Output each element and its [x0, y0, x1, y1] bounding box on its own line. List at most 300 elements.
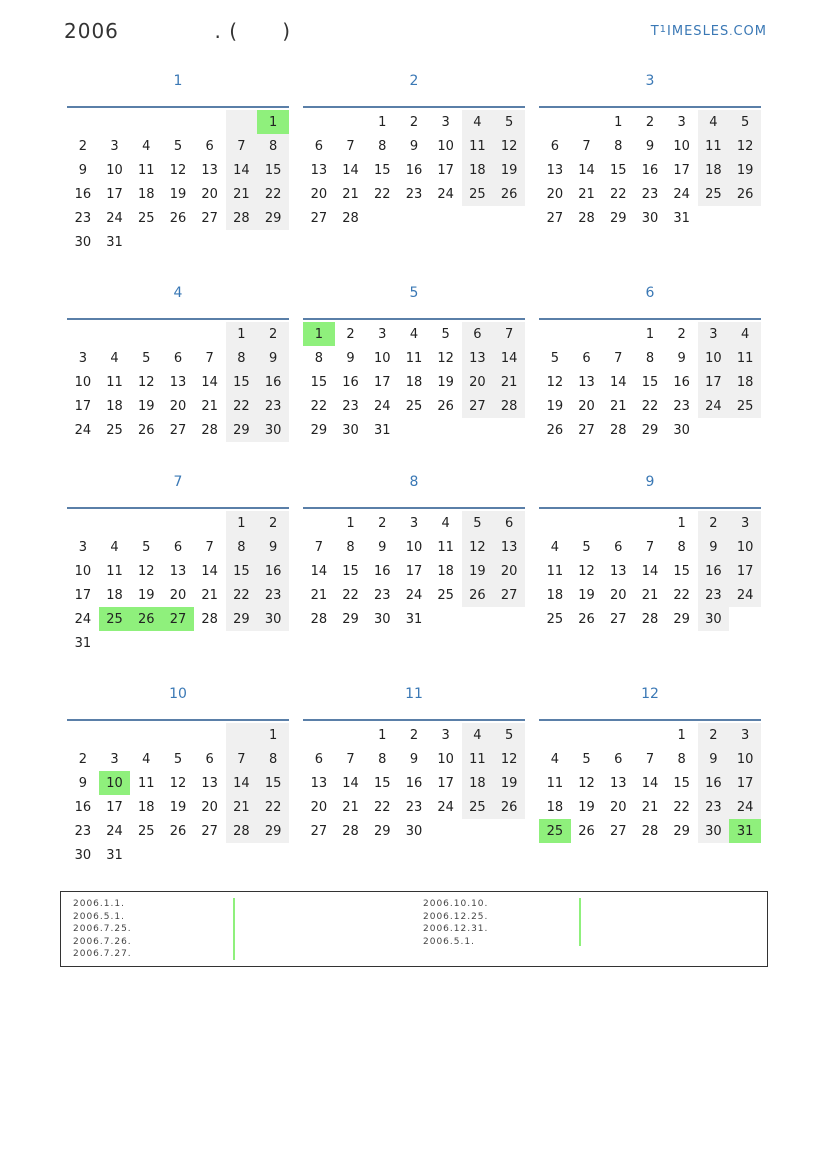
- day-cell: [539, 723, 571, 747]
- day-cell: 15: [226, 370, 258, 394]
- day-cell: 1: [346, 515, 355, 531]
- day-cell: 4: [110, 539, 119, 555]
- week-row: [303, 418, 525, 442]
- day-cell: 3: [78, 350, 87, 366]
- day-cell: [493, 819, 525, 843]
- day-cell: 27: [609, 823, 627, 839]
- week-row: [67, 134, 289, 158]
- day-cell: 22: [342, 587, 359, 603]
- day-cell: [226, 230, 258, 254]
- day-cell: 15: [673, 563, 690, 579]
- day-cell: 7: [645, 751, 655, 767]
- day-cell: [99, 511, 131, 535]
- day-cell: 26: [169, 210, 187, 226]
- week-row: [67, 843, 289, 867]
- day-cell: 29: [673, 611, 690, 627]
- day-cell: 19: [462, 559, 494, 583]
- day-cell: 19: [137, 587, 155, 603]
- day-cell: 22: [641, 398, 659, 414]
- day-cell: 19: [546, 398, 564, 414]
- day-cell: 16: [257, 370, 289, 394]
- day-cell: [162, 723, 194, 747]
- day-cell: 19: [137, 398, 155, 414]
- day-cell: [303, 723, 335, 747]
- day-cell: 23: [673, 398, 690, 414]
- month-name: 7: [173, 474, 183, 490]
- week-row: [303, 322, 525, 346]
- week-row: [67, 771, 289, 795]
- day-cell: 19: [493, 158, 525, 182]
- day-cell: 6: [582, 350, 591, 366]
- week-row: [303, 346, 525, 370]
- day-cell: [493, 607, 525, 631]
- day-cell: 14: [226, 771, 258, 795]
- day-cell: 12: [462, 535, 494, 559]
- day-cell: 19: [169, 799, 187, 815]
- day-cell: [226, 843, 258, 867]
- week-row: [303, 583, 525, 607]
- day-cell: 31: [373, 422, 391, 438]
- day-cell: 20: [493, 559, 525, 583]
- note-item: 2006.1.1.: [73, 899, 125, 909]
- day-cell: 13: [493, 535, 525, 559]
- day-cell: [430, 206, 462, 230]
- day-cell: 31: [405, 611, 423, 627]
- day-cell: [162, 511, 194, 535]
- day-cell: 23: [698, 583, 730, 607]
- day-cell: 8: [314, 350, 323, 366]
- day-cell: 15: [641, 374, 659, 390]
- day-cell: 17: [729, 771, 761, 795]
- brand-logo[interactable]: [651, 24, 767, 39]
- day-cell: 21: [226, 795, 258, 819]
- day-cell: 1: [677, 727, 686, 743]
- day-cell: [162, 843, 194, 867]
- day-cell: 14: [578, 162, 595, 178]
- day-cell: 29: [226, 607, 258, 631]
- day-cell: 2: [257, 322, 289, 346]
- day-cell: 4: [441, 515, 450, 531]
- day-cell: 14: [310, 563, 328, 579]
- day-cell: 4: [550, 539, 559, 555]
- day-cell: [194, 723, 226, 747]
- day-cell: 29: [257, 819, 289, 843]
- day-cell: 18: [462, 771, 494, 795]
- day-cell: [130, 322, 162, 346]
- day-cell: 1: [303, 322, 335, 346]
- day-cell: 17: [373, 374, 391, 390]
- day-cell: 24: [405, 587, 423, 603]
- day-cell: 20: [169, 398, 187, 414]
- day-cell: 21: [310, 587, 328, 603]
- month-grid: [67, 719, 289, 867]
- day-cell: 2: [409, 727, 419, 743]
- day-cell: 13: [169, 563, 187, 579]
- day-cell: [430, 418, 462, 442]
- week-row: [539, 795, 761, 819]
- week-row: [67, 819, 289, 843]
- day-cell: 5: [729, 110, 761, 134]
- week-row: [67, 110, 289, 134]
- day-cell: 12: [493, 747, 525, 771]
- day-cell: 6: [614, 751, 623, 767]
- day-cell: 13: [546, 162, 564, 178]
- day-cell: 26: [546, 422, 564, 438]
- day-cell: 11: [546, 775, 564, 791]
- day-cell: 24: [437, 799, 454, 815]
- notes-right-column: [423, 898, 488, 948]
- week-row: [539, 559, 761, 583]
- day-cell: [303, 110, 335, 134]
- day-cell: 18: [462, 158, 494, 182]
- day-cell: 28: [310, 611, 328, 627]
- day-cell: 3: [409, 515, 419, 531]
- day-cell: 27: [493, 583, 525, 607]
- day-cell: 30: [257, 418, 289, 442]
- day-cell: 6: [550, 138, 559, 154]
- holiday-notes: [60, 891, 768, 967]
- day-cell: 5: [441, 326, 450, 342]
- day-cell: 12: [437, 350, 454, 366]
- day-cell: 17: [437, 775, 454, 791]
- day-cell: [130, 511, 162, 535]
- day-cell: 16: [698, 771, 730, 795]
- day-cell: [634, 511, 666, 535]
- day-cell: 23: [405, 186, 423, 202]
- day-cell: 5: [493, 110, 525, 134]
- day-cell: 30: [698, 607, 730, 631]
- week-row: [67, 535, 289, 559]
- day-cell: 9: [78, 775, 87, 791]
- day-cell: 13: [578, 374, 595, 390]
- day-cell: 6: [614, 539, 623, 555]
- month-grid: [303, 318, 525, 442]
- day-cell: 4: [462, 723, 494, 747]
- day-cell: 7: [226, 134, 258, 158]
- day-cell: 8: [257, 134, 289, 158]
- day-cell: 16: [405, 775, 423, 791]
- day-cell: [194, 631, 226, 655]
- week-row: [67, 583, 289, 607]
- day-cell: 14: [201, 563, 218, 579]
- day-cell: [430, 819, 462, 843]
- week-row: [67, 559, 289, 583]
- day-cell: 25: [106, 422, 123, 438]
- day-cell: 27: [310, 210, 328, 226]
- day-cell: 16: [405, 162, 423, 178]
- week-row: [539, 511, 761, 535]
- day-cell: 26: [578, 611, 595, 627]
- day-cell: 13: [201, 775, 218, 791]
- day-cell: [602, 723, 634, 747]
- day-cell: 1: [226, 511, 258, 535]
- day-cell: 10: [729, 535, 761, 559]
- day-cell: 18: [437, 563, 454, 579]
- week-row: [303, 747, 525, 771]
- brand-part: T: [650, 24, 660, 39]
- day-cell: 17: [698, 370, 730, 394]
- day-cell: 31: [74, 635, 92, 651]
- week-row: [303, 819, 525, 843]
- day-cell: 10: [698, 346, 730, 370]
- day-cell: [729, 418, 761, 442]
- day-cell: 6: [314, 138, 323, 154]
- day-cell: 2: [645, 114, 655, 130]
- day-cell: 29: [226, 418, 258, 442]
- day-cell: 26: [493, 795, 525, 819]
- day-cell: [162, 110, 194, 134]
- month-name: 8: [409, 474, 419, 490]
- day-cell: 28: [641, 823, 659, 839]
- month-grid: [67, 318, 289, 442]
- day-cell: 16: [74, 186, 92, 202]
- day-cell: 13: [310, 775, 328, 791]
- day-cell: 30: [405, 823, 423, 839]
- day-cell: 4: [409, 326, 419, 342]
- day-cell: 19: [493, 771, 525, 795]
- day-cell: 9: [257, 346, 289, 370]
- brand-part: .: [729, 27, 734, 38]
- day-cell: [67, 723, 99, 747]
- day-cell: 7: [226, 747, 258, 771]
- day-cell: 31: [106, 234, 123, 250]
- day-cell: [67, 322, 99, 346]
- day-cell: 21: [201, 398, 218, 414]
- week-row: [67, 747, 289, 771]
- month-name: 3: [645, 73, 655, 89]
- month-name: 5: [409, 285, 419, 301]
- day-cell: [539, 511, 571, 535]
- day-cell: 26: [493, 182, 525, 206]
- week-row: [539, 370, 761, 394]
- day-cell: 28: [342, 210, 359, 226]
- day-cell: 3: [729, 511, 761, 535]
- week-row: [539, 723, 761, 747]
- day-cell: 12: [546, 374, 564, 390]
- page-title: 2006 . ( ): [64, 19, 292, 43]
- day-cell: 18: [106, 587, 123, 603]
- day-cell: 2: [378, 515, 387, 531]
- day-cell: 26: [130, 607, 162, 631]
- day-cell: 13: [609, 563, 627, 579]
- day-cell: [729, 607, 761, 631]
- day-cell: 23: [342, 398, 359, 414]
- day-cell: 13: [169, 374, 187, 390]
- day-cell: 30: [257, 607, 289, 631]
- note-item: 2006.12.31.: [423, 924, 489, 934]
- day-cell: 11: [137, 162, 155, 178]
- day-cell: 3: [78, 539, 87, 555]
- week-row: [539, 747, 761, 771]
- day-cell: 22: [673, 799, 690, 815]
- day-cell: 10: [405, 539, 423, 555]
- day-cell: 30: [641, 210, 659, 226]
- day-cell: 29: [373, 823, 391, 839]
- week-row: [539, 346, 761, 370]
- day-cell: 4: [698, 110, 730, 134]
- day-cell: 24: [74, 611, 92, 627]
- day-cell: 3: [729, 723, 761, 747]
- day-cell: 19: [437, 374, 454, 390]
- day-cell: [99, 723, 131, 747]
- day-cell: [462, 206, 494, 230]
- day-cell: 24: [729, 583, 761, 607]
- day-cell: 24: [74, 422, 92, 438]
- day-cell: 28: [578, 210, 595, 226]
- day-cell: 8: [346, 539, 355, 555]
- day-cell: [366, 206, 398, 230]
- day-cell: 23: [74, 823, 92, 839]
- week-row: [303, 795, 525, 819]
- day-cell: 10: [106, 162, 123, 178]
- month-name: 4: [173, 285, 183, 301]
- day-cell: 8: [257, 747, 289, 771]
- day-cell: 1: [226, 322, 258, 346]
- day-cell: 5: [173, 751, 183, 767]
- day-cell: 20: [310, 186, 328, 202]
- day-cell: [398, 206, 430, 230]
- day-cell: [130, 631, 162, 655]
- day-cell: 17: [729, 559, 761, 583]
- day-cell: 9: [698, 535, 730, 559]
- month-name: 6: [645, 285, 655, 301]
- day-cell: [194, 843, 226, 867]
- day-cell: 9: [409, 751, 419, 767]
- week-row: [67, 394, 289, 418]
- month-grid: [303, 106, 525, 230]
- day-cell: 2: [257, 511, 289, 535]
- day-cell: [99, 322, 131, 346]
- day-cell: 26: [169, 823, 187, 839]
- day-cell: 6: [462, 322, 494, 346]
- week-row: [539, 322, 761, 346]
- month-name: 2: [409, 73, 419, 89]
- day-cell: 17: [74, 398, 92, 414]
- day-cell: 7: [614, 350, 623, 366]
- day-cell: 23: [74, 210, 92, 226]
- day-cell: [539, 110, 571, 134]
- day-cell: 4: [462, 110, 494, 134]
- day-cell: [162, 631, 194, 655]
- week-row: [303, 182, 525, 206]
- day-cell: 10: [437, 138, 454, 154]
- day-cell: 15: [310, 374, 328, 390]
- day-cell: 20: [609, 587, 627, 603]
- day-cell: 24: [106, 823, 123, 839]
- day-cell: 22: [310, 398, 328, 414]
- day-cell: 27: [609, 611, 627, 627]
- day-cell: 14: [226, 158, 258, 182]
- note-item: 2006.10.10.: [423, 899, 489, 909]
- day-cell: 18: [729, 370, 761, 394]
- day-cell: 3: [378, 326, 387, 342]
- week-row: [67, 230, 289, 254]
- day-cell: 11: [405, 350, 423, 366]
- day-cell: 16: [698, 559, 730, 583]
- month-grid: [67, 106, 289, 254]
- month-name: 1: [173, 73, 183, 89]
- day-cell: 3: [698, 322, 730, 346]
- week-row: [303, 370, 525, 394]
- day-cell: 29: [342, 611, 359, 627]
- day-cell: 27: [578, 422, 595, 438]
- day-cell: 10: [437, 751, 454, 767]
- day-cell: 11: [698, 134, 730, 158]
- day-cell: 15: [257, 771, 289, 795]
- day-cell: 12: [169, 162, 187, 178]
- day-cell: 15: [257, 158, 289, 182]
- day-cell: 21: [641, 587, 659, 603]
- day-cell: 8: [677, 539, 686, 555]
- day-cell: [226, 723, 258, 747]
- brand-part: COM: [733, 24, 767, 39]
- day-cell: 3: [677, 114, 686, 130]
- day-cell: 2: [677, 326, 686, 342]
- day-cell: 6: [173, 539, 183, 555]
- day-cell: 9: [78, 162, 87, 178]
- day-cell: 12: [493, 134, 525, 158]
- day-cell: 10: [74, 374, 92, 390]
- day-cell: 8: [614, 138, 623, 154]
- day-cell: 14: [342, 775, 359, 791]
- day-cell: 5: [493, 723, 525, 747]
- day-cell: 30: [373, 611, 391, 627]
- day-cell: 24: [698, 394, 730, 418]
- week-row: [539, 206, 761, 230]
- day-cell: 20: [546, 186, 564, 202]
- day-cell: 27: [201, 823, 218, 839]
- day-cell: [99, 631, 131, 655]
- day-cell: 25: [405, 398, 423, 414]
- day-cell: 12: [578, 563, 595, 579]
- day-cell: 12: [169, 775, 187, 791]
- month-grid: [303, 507, 525, 631]
- day-cell: 5: [142, 350, 151, 366]
- day-cell: 20: [462, 370, 494, 394]
- day-cell: 15: [373, 162, 391, 178]
- day-cell: 31: [673, 210, 690, 226]
- day-cell: [99, 110, 131, 134]
- day-cell: 30: [673, 422, 690, 438]
- day-cell: 19: [729, 158, 761, 182]
- day-cell: [162, 230, 194, 254]
- day-cell: 2: [346, 326, 355, 342]
- month-grid: [539, 106, 761, 230]
- day-cell: 29: [609, 210, 627, 226]
- day-cell: [67, 511, 99, 535]
- day-cell: 6: [205, 138, 214, 154]
- day-cell: [462, 418, 494, 442]
- day-cell: 9: [645, 138, 655, 154]
- day-cell: 12: [137, 374, 155, 390]
- day-cell: 8: [378, 751, 387, 767]
- day-cell: 27: [169, 422, 187, 438]
- week-row: [303, 206, 525, 230]
- day-cell: 18: [698, 158, 730, 182]
- day-cell: 28: [201, 611, 218, 627]
- day-cell: 14: [493, 346, 525, 370]
- notes-left-column: [73, 898, 132, 961]
- note-item: 2006.7.25.: [73, 924, 132, 934]
- week-row: [539, 771, 761, 795]
- day-cell: 1: [378, 727, 387, 743]
- day-cell: 7: [493, 322, 525, 346]
- day-cell: 20: [169, 587, 187, 603]
- day-cell: 1: [257, 723, 289, 747]
- day-cell: [257, 230, 289, 254]
- day-cell: [194, 322, 226, 346]
- day-cell: 27: [201, 210, 218, 226]
